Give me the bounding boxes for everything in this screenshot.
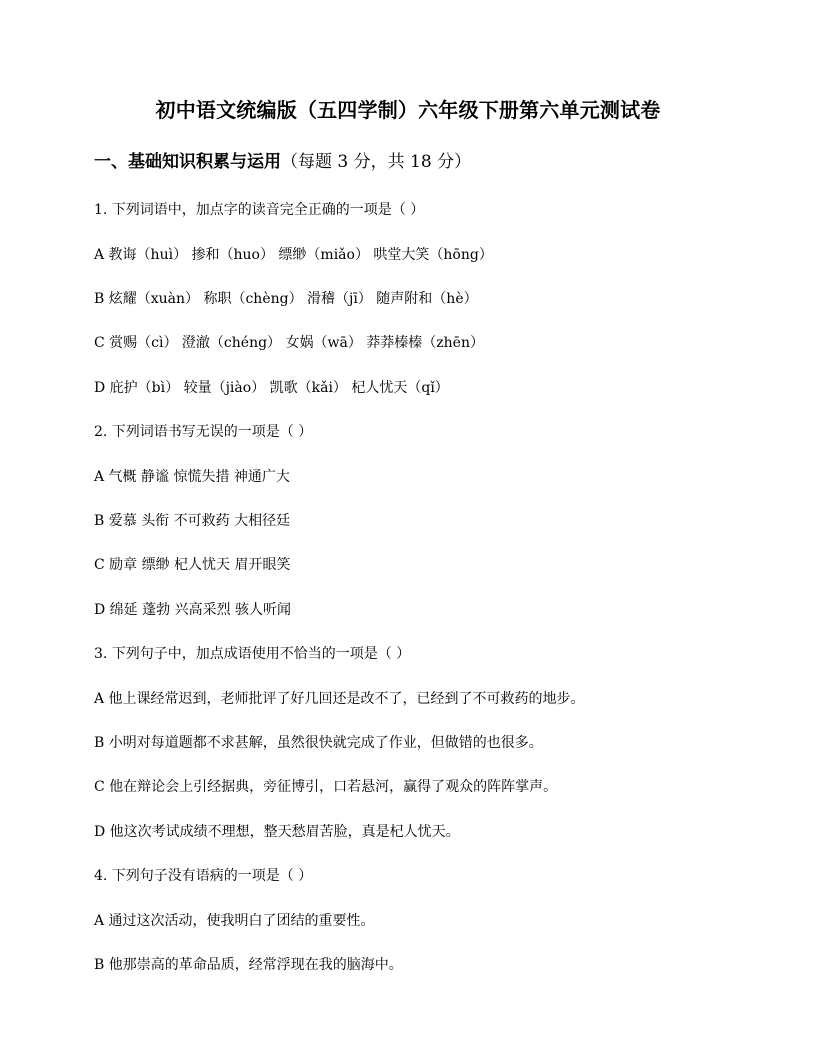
question-1-option-a: A 教诲（huì） 掺和（huo） 缥缈（miǎo） 哄堂大笑（hōng） bbox=[94, 247, 493, 263]
question-4: 4. 下列句子没有语病的一项是（ ） bbox=[94, 868, 313, 884]
question-2-option-c: C 励章 缥缈 杞人忧天 眉开眼笑 bbox=[94, 557, 291, 573]
question-3-option-a: A 他上课经常迟到，老师批评了好几回还是改不了，已经到了不可救药的地步。 bbox=[94, 691, 585, 707]
question-2-option-b: B 爱慕 头衔 不可救药 大相径廷 bbox=[94, 513, 291, 529]
question-1-option-c: C 赏赐（cì） 澄澈（chéng） 女娲（wā） 莽莽榛榛（zhēn） bbox=[94, 335, 484, 351]
section-heading-note: （每题 3 分，共 18 分） bbox=[281, 152, 472, 172]
question-3-option-b: B 小明对每道题都不求甚解，虽然很快就完成了作业，但做错的也很多。 bbox=[94, 735, 543, 751]
question-2-option-a: A 气概 静谧 惊慌失措 神通广大 bbox=[94, 469, 290, 485]
question-3-option-c: C 他在辩论会上引经据典，旁征博引，口若悬河，赢得了观众的阵阵掌声。 bbox=[94, 779, 558, 795]
question-3: 3. 下列句子中，加点成语使用不恰当的一项是（ ） bbox=[94, 646, 411, 662]
question-2-option-d: D 绵延 蓬勃 兴高采烈 骇人听闻 bbox=[94, 602, 292, 618]
section-heading bbox=[94, 150, 471, 174]
section-heading-label: 一、基础知识积累与运用 bbox=[94, 152, 281, 172]
question-4-option-a: A 通过这次活动，使我明白了团结的重要性。 bbox=[94, 913, 375, 929]
question-1: 1. 下列词语中，加点字的读音完全正确的一项是（ ） bbox=[94, 202, 425, 218]
question-2: 2. 下列词语书写无误的一项是（ ） bbox=[94, 424, 313, 440]
document-title: 初中语文统编版（五四学制）六年级下册第六单元测试卷 bbox=[155, 98, 661, 122]
question-1-option-d: D 庇护（bì） 较量（jiào） 凯歌（kǎi） 杞人忧天（qǐ） bbox=[94, 380, 449, 396]
question-1-option-b: B 炫耀（xuàn） 称职（chèng） 滑稽（jī） 随声附和（hè） bbox=[94, 291, 478, 307]
question-3-option-d: D 他这次考试成绩不理想，整天愁眉苦脸，真是杞人忧天。 bbox=[94, 824, 460, 840]
question-4-option-b: B 他那崇高的革命品质，经常浮现在我的脑海中。 bbox=[94, 957, 403, 973]
